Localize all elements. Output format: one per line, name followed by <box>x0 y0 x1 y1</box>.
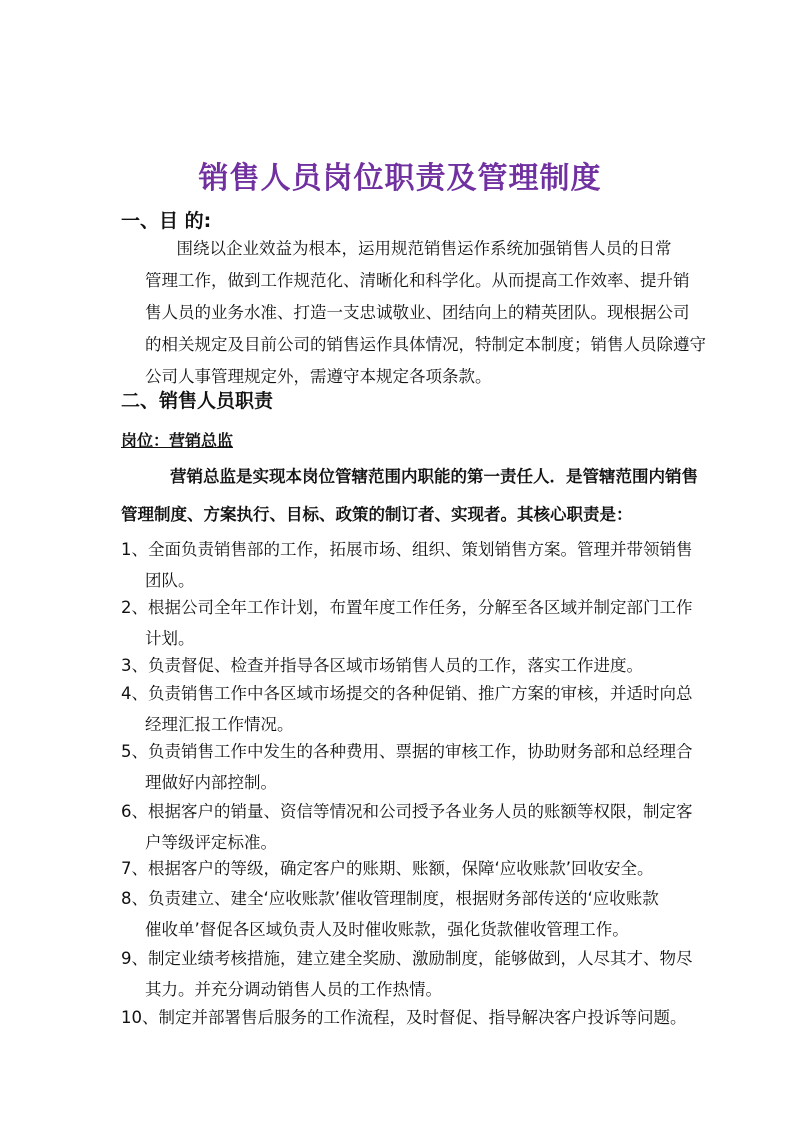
intro-line: 营销总监是实现本岗位管辖范围内职能的第一责任人．是管辖范围内销售 <box>170 467 698 486</box>
duty-item <box>121 943 693 1005</box>
duty-item-line: 4、负责销售工作中各区域市场提交的各种促销、推广方案的审核，并适时向总 <box>121 684 693 703</box>
duty-item <box>121 796 693 858</box>
duty-item <box>121 650 643 681</box>
duty-item-line: 6、根据客户的销量、资信等情况和公司授予各业务人员的账额等权限，制定客 <box>121 802 693 821</box>
duty-item-line: 7、根据客户的等级，确定客户的账期、账额，保障‘应收账款’回收安全。 <box>121 859 654 878</box>
duty-item-line: 1、全面负责销售部的工作，拓展市场、组织、策划销售方案。管理并带领销售 <box>121 540 693 559</box>
duty-item-line: 10、制定并部署售后服务的工作流程，及时督促、指导解决客户投诉等问题。 <box>121 1008 687 1027</box>
duty-item-line: 9、制定业绩考核措施，建立建全奖励、激励制度，能够做到，人尽其才、物尽 <box>121 949 693 968</box>
duty-item-line: 5、负责销售工作中发生的各种费用、票据的审核工作，协助财务部和总经理合 <box>121 742 693 761</box>
duty-item-continuation: 经理汇报工作情况。 <box>145 715 294 734</box>
duty-item <box>121 592 693 654</box>
section-heading-duties: 二、销售人员职责 <box>121 390 274 412</box>
purpose-line: 公司人事管理规定外，需遵守本规定各项条款。 <box>145 367 492 386</box>
duty-item <box>121 1002 687 1033</box>
duty-item-continuation: 户等级评定标准。 <box>145 833 277 852</box>
duty-item-continuation: 理做好内部控制。 <box>145 773 277 792</box>
duty-item-continuation: 计划。 <box>145 629 195 648</box>
purpose-line: 的相关规定及目前公司的销售运作具体情况，特制定本制度；销售人员除遵守 <box>145 335 706 354</box>
intro-line: 管理制度、方案执行、目标、政策的制订者、实现者。其核心职责是： <box>121 505 633 524</box>
duty-item <box>121 534 693 596</box>
duty-item-line: 2、根据公司全年工作计划，布置年度工作任务，分解至各区域并制定部门工作 <box>121 598 693 617</box>
duty-item-line: 8、负责建立、建全‘应收账款’催收管理制度，根据财务部传送的‘应收账款 <box>121 889 659 908</box>
duty-item <box>121 853 654 884</box>
duty-item-line: 3、负责督促、检查并指导各区域市场销售人员的工作，落实工作进度。 <box>121 656 643 675</box>
duty-item <box>121 736 693 798</box>
duty-item <box>121 883 659 945</box>
purpose-line: 管理工作，做到工作规范化、清晰化和科学化。从而提高工作效率、提升销 <box>145 271 690 290</box>
purpose-line: 围绕以企业效益为根本，运用规范销售运作系统加强销售人员的日常 <box>145 239 672 258</box>
purpose-paragraph <box>145 233 706 393</box>
duty-item-continuation: 其力。并充分调动销售人员的工作热情。 <box>145 980 442 999</box>
duty-item-continuation: 催收单’督促各区域负责人及时催收账款，强化货款催收管理工作。 <box>145 920 629 939</box>
post-title: 岗位：营销总监 <box>121 431 234 450</box>
duty-item <box>121 678 693 740</box>
section-heading-purpose: 一、目 的: <box>121 210 212 232</box>
duty-item-continuation: 团队。 <box>145 571 195 590</box>
purpose-line: 售人员的业务水准、打造一支忠诚敬业、团结向上的精英团队。现根据公司 <box>145 303 690 322</box>
document-title: 销售人员岗位职责及管理制度 <box>198 161 602 196</box>
